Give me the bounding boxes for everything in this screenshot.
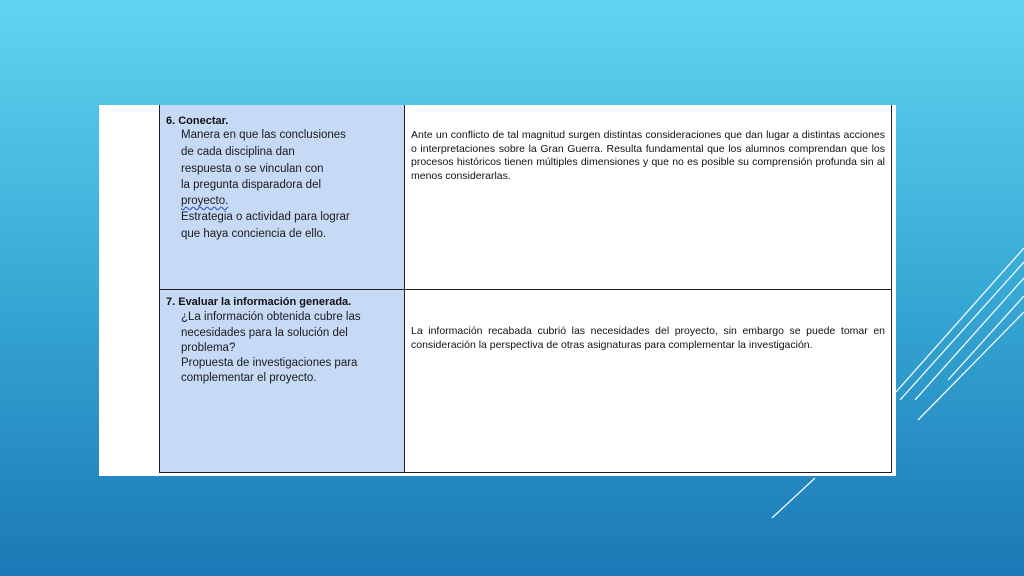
row7-answer: La información recabada cubrió las necesidades del proyecto, sin embargo se puede tomar en consideración la perspectiva de otras asignaturas para complementar la investigación. <box>411 325 885 351</box>
row7-heading: 7. Evaluar la información generada. <box>166 296 352 308</box>
row6-line: Manera en que las conclusiones <box>181 129 346 141</box>
row7-line: problema? <box>181 342 236 354</box>
row6-line: la pregunta disparadora del <box>181 179 322 191</box>
row6-answer: Ante un conflicto de tal magnitud surgen distintas consideraciones que dan lugar a distintas acciones o interpretaciones sobre la Gran Guerra. Resulta fundamental que los alumnos comprendan que los procesos históricos tienen múltiples dimensiones y que no es posible su comprensión profunda sin al menos considerarlas. <box>411 129 885 182</box>
row7-answer-cell <box>405 290 891 472</box>
row6-line: de cada disciplina dan <box>181 146 295 158</box>
row6-answer-cell <box>405 105 891 289</box>
row6-line: Estrategia o actividad para lograr <box>181 211 350 223</box>
row6-heading: 6. Conectar. <box>166 115 229 127</box>
row6-criterion-cell <box>160 105 405 289</box>
row7-criterion-cell <box>160 290 405 472</box>
row6-line: respuesta o se vinculan con <box>181 163 324 175</box>
row7-line: Propuesta de investigaciones para <box>181 357 358 369</box>
row7-line: ¿La información obtenida cubre las <box>181 311 361 323</box>
project-table <box>159 105 892 473</box>
row6-line: proyecto. <box>181 195 229 207</box>
row6-line: que haya conciencia de ello. <box>181 228 327 240</box>
table-image <box>99 105 896 476</box>
row7-line: necesidades para la solución del <box>181 327 348 339</box>
row7-line: complementar el proyecto. <box>181 372 317 384</box>
